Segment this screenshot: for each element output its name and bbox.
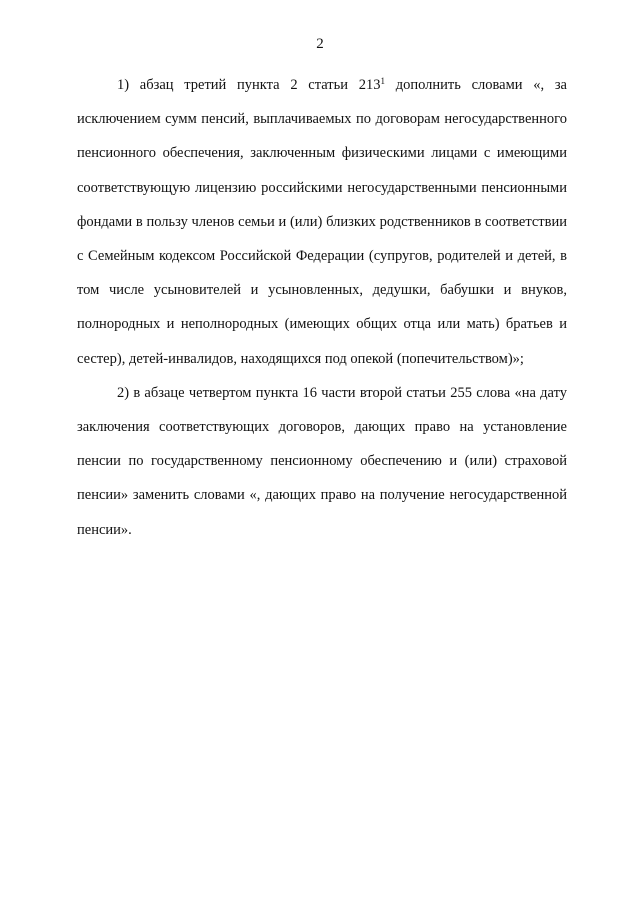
page-number: 2 (316, 36, 324, 52)
amendment-item-1-text-end: дополнить словами «, за исключением сумм пенсий, выплачиваемых по договорам негосударственного пенсионного обеспечения, заключенным физическими лицами с имеющими соответствующую лицензию российскими негосударственными пенсионными фондами в пользу членов семьи и (или) близких родственников в соответствии с Семейным кодексом Российской Федерации (супругов, родителей и детей, в том числе усыновителей и усыновленных, дедушки, бабушки и внуков, полнородных и неполнородных (имеющих общих отца или мать) братьев и сестер), детей-инвалидов, находящихся под опекой (попечительством)»; (77, 77, 567, 367)
amendment-item-1 (77, 68, 567, 376)
document-body (77, 68, 567, 547)
amendment-item-2: 2) в абзаце четвертом пункта 16 части второй статьи 255 слова «на дату заключения соответствующих договоров, дающих право на установление пенсии по государственному пенсионному обеспечению и (или) страховой пенсии» заменить словами «, дающих право на получение негосударственной пенсии». (77, 384, 567, 538)
superscript-mark: 1 (380, 76, 385, 86)
amendment-item-1-text-start: 1) абзац третий пункта 2 статьи 213 (117, 77, 381, 93)
